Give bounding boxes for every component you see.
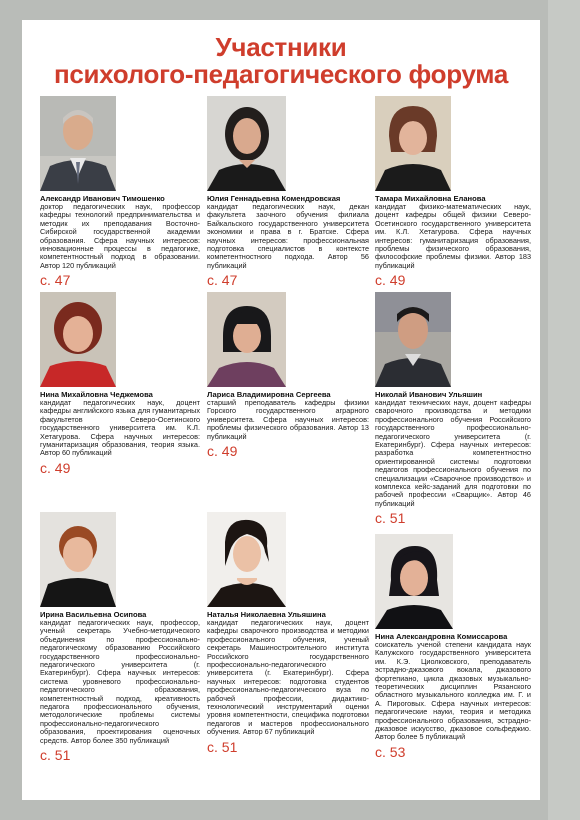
participant-name: Нина Александровна Комиссарова xyxy=(375,632,508,641)
participant-card xyxy=(207,96,369,288)
participant-bio: соискатель ученой степени кандидата наук Калужского государственного университета им. К.Э. Циолковского, преподаватель эстрадно-джазового вокала, джазового фортепиано, цикла джазовых музыкально-теоретических дисциплин Рязанского областного музыкального колледжа им. Г. и А. Пироговых. Сфера научных интересов: педагогические науки, теория и методика профессионального образования, эстрадно-джазовое искусство, джазовое сольфеджио. Автор более 5 публикаций xyxy=(375,640,531,742)
page-reference: с. 51 xyxy=(40,747,71,764)
title-line-1: Участники xyxy=(215,32,347,62)
participant-card xyxy=(40,96,200,288)
participant-photo xyxy=(40,292,116,387)
participant-photo xyxy=(375,534,453,629)
page-reference: с. 47 xyxy=(207,272,238,289)
participant-photo xyxy=(207,292,286,387)
page-reference: с. 47 xyxy=(40,272,71,289)
participant-card xyxy=(375,292,531,526)
participant-card xyxy=(40,512,200,763)
participant-photo xyxy=(375,292,451,387)
participant-card xyxy=(375,534,531,760)
participant-name: Ирина Васильевна Осипова xyxy=(40,610,147,619)
participant-card xyxy=(375,96,531,288)
participant-bio: кандидат педагогических наук, декан факультета заочного обучения филиала Байкальского государственного университета экономики и права в г. Братске. Сфера научных интересов: профессиональная подготовка специалистов в контексте компетентностного подхода. Автор 56 публикаций xyxy=(207,202,369,270)
magazine-page xyxy=(22,20,540,800)
participant-name: Наталья Николаевна Ульяшина xyxy=(207,610,326,619)
participant-bio: кандидат физико-математических наук, доцент кафедры общей физики Северо-Осетинского государственного университета им. К.Л. Хетагурова. Сфера научных интересов: гуманитаризация образования, проблемы физического образования, философские проблемы физики. Автор 183 публикаций xyxy=(375,202,531,270)
page-reference: с. 49 xyxy=(375,272,406,289)
page-title xyxy=(22,34,540,88)
participant-name: Николай Иванович Ульяшин xyxy=(375,390,483,399)
page-reference: с. 51 xyxy=(375,510,406,527)
page-reference: с. 49 xyxy=(207,443,238,460)
participant-bio: доктор педагогических наук, профессор кафедры технологий предпринимательства и методик их преподавания Восточно-Сибирской государственной академии образования. Сфера научных интересов: инновационные процессы в педагогике, компетентностный подход в образовании. Автор 120 публикаций xyxy=(40,202,200,270)
participant-photo xyxy=(207,512,286,607)
page-reference: с. 49 xyxy=(40,459,71,476)
participant-name: Александр Иванович Тимошенко xyxy=(40,194,165,203)
participant-photo xyxy=(375,96,451,191)
participant-card xyxy=(207,512,369,755)
page-reference: с. 53 xyxy=(375,743,406,760)
participant-bio: кандидат педагогических наук, профессор, ученый секретарь Учебно-методического объединения по профессионально-педагогическому образованию Российского государственного профессионально-педагогического университета (г. Екатеринбург). Сфера научных интересов: система уровневого профессионально-педагогического образования, компетентностный подход, креативность педагога профессионального обучения, методологические проблемы системы профессионально-педагогического образования, проектирования оценочных средств. Автор более 350 публикаций xyxy=(40,618,200,745)
title-line-2: психолого-педагогического форума xyxy=(53,59,509,89)
participant-name: Лариса Владимировна Сергеева xyxy=(207,390,331,399)
participant-card xyxy=(207,292,369,459)
participant-name: Юлия Геннадьевна Комендровская xyxy=(207,194,341,203)
participant-photo xyxy=(207,96,286,191)
participant-name: Нина Михайловна Чеджемова xyxy=(40,390,153,399)
participant-photo xyxy=(40,512,116,607)
participant-name: Тамара Михайловна Еланова xyxy=(375,194,486,203)
page-reference: с. 51 xyxy=(207,738,238,755)
participant-bio: старший преподаватель кафедры физики Горского государственного аграрного университета. Сфера научных интересов: проблемы физического образования. Автор 13 публикаций xyxy=(207,398,369,441)
participant-bio: кандидат педагогических наук, доцент кафедры английского языка для гуманитарных факультетов Северо-Осетинского государственного университета им. К.Л. Хетагурова. Сфера научных интересов: гуманитаризация образования, теория языка. Автор 60 публикаций xyxy=(40,398,200,458)
participant-bio: кандидат педагогических наук, доцент кафедры сварочного производства и методики профессионального обучения, ученый секретарь Машиностроительного института Российского государственного профессионально-педагогического университета (г. Екатеринбург). Сфера научных интересов: подготовка студентов профессионально-педагогического вуза по рабочей профессии, дидактико-технологический инструментарий оценки уровня компетентности, специфика подготовки педагогов и мастеров профессионального обучения. Автор 67 публикаций xyxy=(207,618,369,737)
participant-card xyxy=(40,292,200,476)
participant-photo xyxy=(40,96,116,191)
participant-bio: кандидат технических наук, доцент кафедры сварочного производства и методики профессионального обучения Российского государственного профессионально-педагогического университета (г. Екатеринбург). Сфера научных интересов: разработка компетентностно ориентированной системы подготовки педагогов профессионального обучения по специализации «Сварочное производство» и комплекса кейс-заданий для подготовки по рабочей профессии «Сварщик». Автор 46 публикаций xyxy=(375,398,531,508)
right-margin-bar xyxy=(548,0,580,820)
